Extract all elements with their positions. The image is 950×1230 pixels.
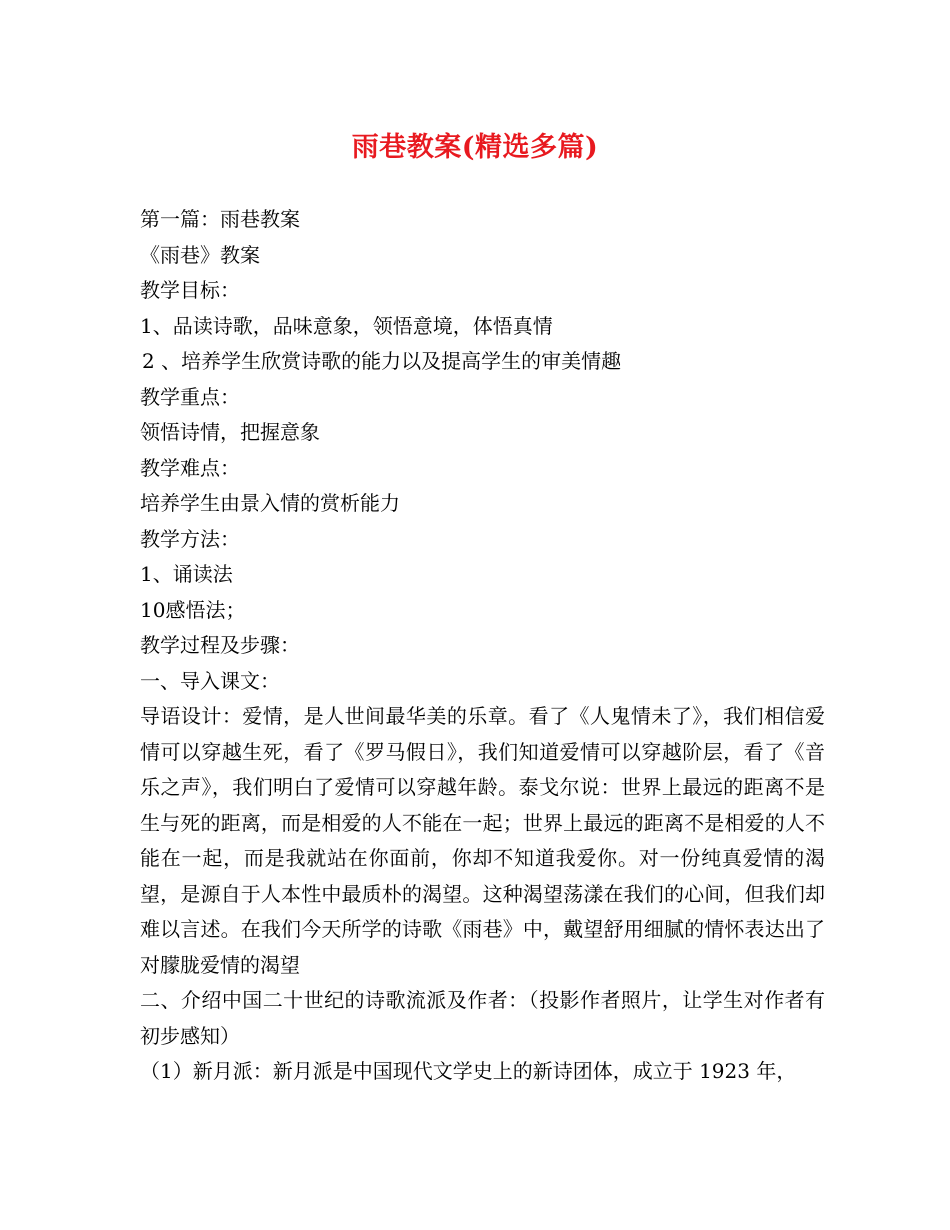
objectives-heading: 教学目标： (140, 278, 240, 302)
section-heading: 第一篇：雨巷教案 (140, 207, 300, 231)
methods-heading: 教学方法： (140, 526, 240, 551)
intro-paragraph: 导语设计：爱情，是人世间最华美的乐章。看了《人鬼情未了》，我们相信爱情可以穿越生死，看了《罗马假日》，我们知道爱情可以穿越阶层，看了《音乐之声》，我们明白了爱情可以穿越年龄。泰戈尔说：世界上最远的距离不是生与死的距离，而是相爱的人不能在一起；世界上最远的距离不是相爱的人不能在一起，而是我就站在你面前，你却不知道我爱你。对一份纯真爱情的渴望，是源自于人本性中最质朴的渴望。这种渴望荡漾在我们的心间，但我们却难以言述。在我们今天所学的诗歌《雨巷》中，戴望舒用细腻的情怀表达出了对朦胧爱情的渴望 (140, 704, 825, 977)
method-item: 1、诵读法 (140, 562, 233, 586)
objective-item: 1、品读诗歌，品味意象，领悟意境，体悟真情 (140, 313, 553, 338)
step-heading: 一、导入课文： (140, 668, 280, 693)
key-points-heading: 教学重点： (140, 384, 240, 409)
method-item: 10感悟法； (140, 597, 246, 622)
difficulties-text: 培养学生由景入情的赏析能力 (140, 491, 400, 515)
objective-item: 2 、培养学生欣赏诗歌的能力以及提高学生的审美情趣 (142, 349, 622, 373)
step-heading-paragraph: 二、介绍中国二十世纪的诗歌流派及作者：（投影作者照片，让学生对作者有初步感知） (140, 988, 825, 1048)
key-points-text: 领悟诗情，把握意象 (140, 420, 320, 444)
document-body (140, 202, 825, 1090)
document-title: 雨巷教案(精选多篇) (351, 132, 599, 163)
process-heading: 教学过程及步骤： (140, 633, 300, 657)
lesson-title: 《雨巷》教案 (140, 242, 260, 267)
difficulties-heading: 教学难点： (140, 455, 240, 480)
body-paragraph: （1）新月派：新月派是中国现代文学史上的新诗团体，成立于 1923 年， (140, 1059, 797, 1083)
